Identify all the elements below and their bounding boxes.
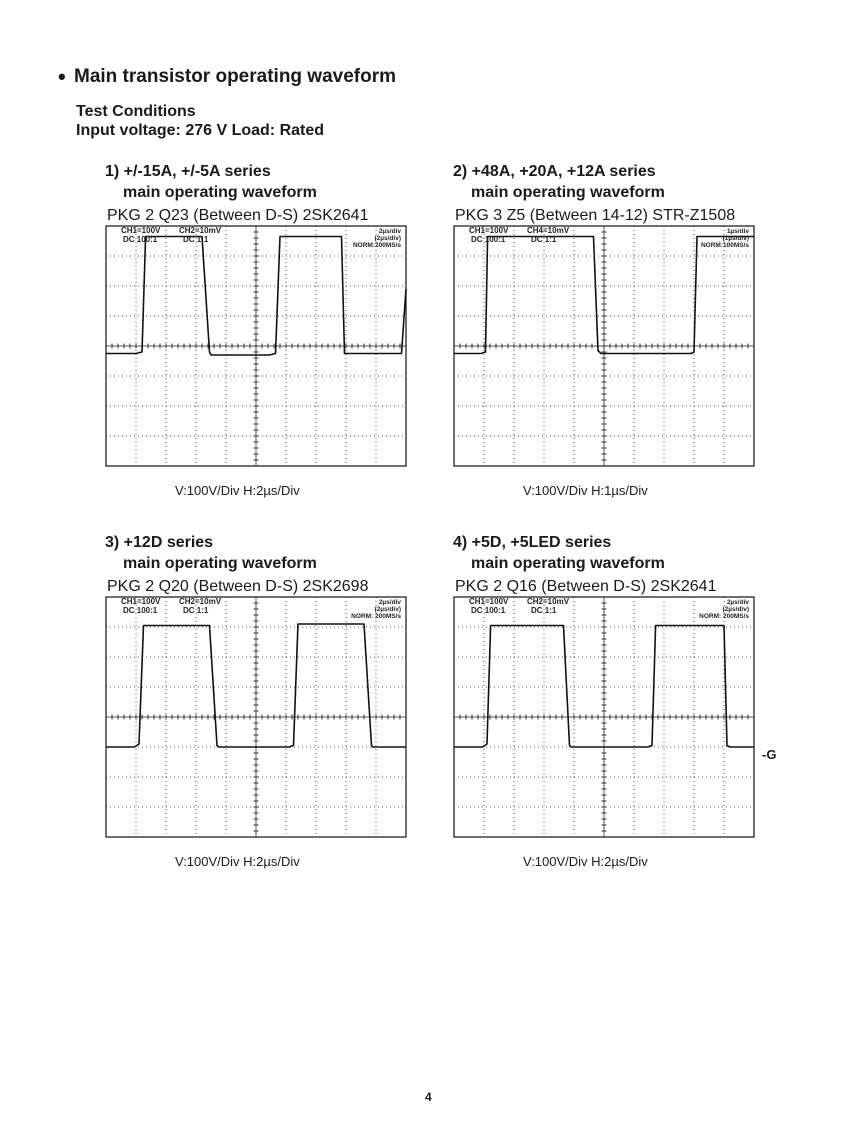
scope-overlay-ch2: CH2=10mV [527, 597, 570, 606]
scope-overlay-ch2: CH2=10mV [179, 226, 222, 235]
scope-overlay-t2: (2µs/div) [374, 235, 401, 242]
waveform-panel-4 [453, 534, 773, 869]
panel-title-line2: main operating waveform [471, 184, 665, 201]
waveform-panel-1 [105, 163, 425, 498]
scope-grid [454, 597, 754, 837]
test-conditions-line: Input voltage: 276 V Load: Rated [76, 122, 325, 139]
panel-title-line2: main operating waveform [123, 184, 317, 201]
scope-overlay-ch1-sub: DC 100:1 [471, 235, 506, 244]
scope-overlay-ch2-sub: DC 1:1 [183, 606, 209, 615]
test-conditions-title: Test Conditions [76, 103, 196, 120]
scope-overlay-ch2: CH2=10mV [179, 597, 222, 606]
scope-overlay-t1: 2µs/div [378, 599, 401, 606]
panel-title-line1: 1) +/-15A, +/-5A series [105, 163, 271, 180]
scope-overlay-ch1: CH1=100V [469, 226, 509, 235]
scope-overlay-ch2-sub: DC 1:1 [183, 235, 209, 244]
scope-overlay-t3: NORM: 200MS/s [699, 613, 749, 620]
scope-overlay-ch1-sub: DC 100:1 [471, 606, 506, 615]
scope-grid [454, 226, 754, 466]
scope-overlay-t1: 2µs/div [726, 599, 749, 606]
bullet-icon: • [58, 64, 66, 89]
scope-overlay-ch1-sub: DC 100:1 [123, 606, 158, 615]
panel-measurement: V:100V/Div H:1µs/Div [523, 483, 648, 498]
panel-pkg-label: PKG 2 Q23 (Between D-S) 2SK2641 [107, 207, 369, 224]
scope-overlay-t3: NORM:200MS/s [352, 242, 401, 249]
scope-overlay-ch2: CH4=10mV [527, 226, 570, 235]
page-number: 4 [425, 1090, 432, 1104]
scope-overlay-ch1-sub: DC 100:1 [123, 235, 158, 244]
scope-overlay-t2: (1µs/div) [722, 235, 749, 242]
scope-overlay-t2: (2µs/div) [722, 606, 749, 613]
scope-overlay-ch2-sub: DC 1:1 [531, 606, 557, 615]
scope-overlay-t2: (2µs/div) [374, 606, 401, 613]
scope-overlay-ch1: CH1=100V [121, 597, 161, 606]
panel-title-line2: main operating waveform [123, 555, 317, 572]
scope-overlay-t1: 1µs/div [726, 228, 749, 235]
scope-overlay-ch2-sub: DC 1:1 [531, 235, 557, 244]
oscilloscope-screen [105, 225, 407, 467]
waveform-panel-3 [105, 534, 425, 869]
panel-pkg-label: PKG 3 Z5 (Between 14-12) STR-Z1508 [455, 207, 736, 224]
waveform-panel-2 [453, 163, 773, 498]
panel-title-line1: 2) +48A, +20A, +12A series [453, 163, 656, 180]
scope-overlay-ch1: CH1=100V [469, 597, 509, 606]
oscilloscope-screen [453, 225, 755, 467]
panel-pkg-label: PKG 2 Q16 (Between D-S) 2SK2641 [455, 578, 717, 595]
oscilloscope-screen [453, 596, 755, 838]
panel-title-line2: main operating waveform [471, 555, 665, 572]
scope-overlay-t3: NORM:100MS/s [700, 242, 749, 249]
ground-marker: -G [762, 747, 777, 762]
scope-overlay-t3: NORM: 200MS/s [351, 613, 401, 620]
scope-overlay-t1: 2µs/div [378, 228, 401, 235]
panel-title-line1: 4) +5D, +5LED series [453, 534, 612, 551]
oscilloscope-screen [105, 596, 407, 838]
panel-title-line1: 3) +12D series [105, 534, 214, 551]
scope-grid [106, 597, 406, 837]
scope-grid [106, 226, 406, 466]
panel-measurement: V:100V/Div H:2µs/Div [175, 483, 300, 498]
page-title: Main transistor operating waveform [74, 66, 397, 87]
panel-pkg-label: PKG 2 Q20 (Between D-S) 2SK2698 [107, 578, 369, 595]
scope-overlay-ch1: CH1=100V [121, 226, 161, 235]
panel-measurement: V:100V/Div H:2µs/Div [175, 854, 300, 869]
panel-measurement: V:100V/Div H:2µs/Div [523, 854, 648, 869]
